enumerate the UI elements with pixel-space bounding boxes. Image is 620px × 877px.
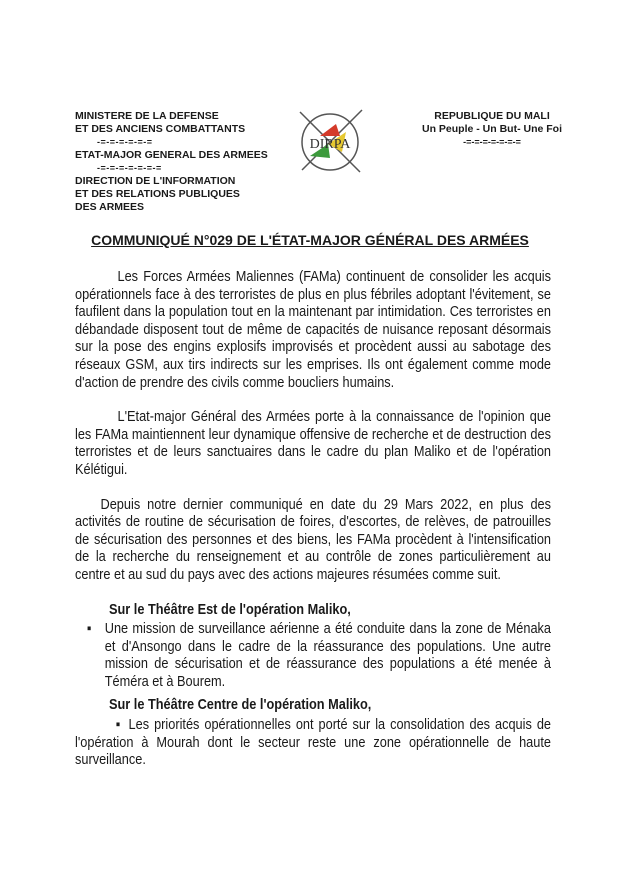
dirpa-logo <box>290 100 370 180</box>
separator: -=-=-=-=-=-=-= <box>463 137 521 147</box>
communique-title: COMMUNIQUÉ N°029 DE L'ÉTAT-MAJOR GÉNÉRAL DES ARMÉES <box>91 232 529 248</box>
paragraph: L'Etat-major Général des Armées porte à la connaissance de l'opinion que les FAMa maintiennent leur dynamique offensive de recherche et de destruction des terroristes et de leurs sanctuaires dans le cadre du plan Maliko et de l'opération Kélétigui. <box>75 408 551 478</box>
svg-text:DIRPA: DIRPA <box>309 137 351 152</box>
ministry-line: DIRECTION DE L'INFORMATION <box>75 175 236 187</box>
republic-header <box>422 110 562 149</box>
paragraph: Depuis notre dernier communiqué en date du 29 Mars 2022, en plus des activités de routine de sécurisation de foires, d'escortes, de relèves, de patrouilles de sécurisation des personnes et des biens, les FAMa procèdent à l'intensification de la recherche du renseignement et au contrôle de zones particulièrement au centre et au sud du pays avec des actions majeures résumées comme suit. <box>75 495 551 583</box>
motto: Un Peuple - Un But- Une Foi <box>422 123 562 135</box>
republic-name: REPUBLIQUE DU MALI <box>434 110 550 122</box>
ministry-header <box>75 110 268 214</box>
bullet-text: Une mission de surveillance aérienne a été conduite dans la zone de Ménaka et d'Ansongo dans le cadre de la réassurance des populations. Une autre mission de sécurisation et de réassurance des populations a été menée à Téméra et à Bourem. <box>104 620 551 690</box>
bullet-icon: ▪ <box>115 716 122 734</box>
ministry-line: ET DES RELATIONS PUBLIQUES <box>75 188 240 200</box>
bullet-icon: ▪ <box>86 620 92 638</box>
ministry-line: DES ARMEES <box>75 201 145 213</box>
bullet-item <box>75 716 551 769</box>
ministry-line: MINISTERE DE LA DEFENSE <box>75 110 219 122</box>
section-heading: Sur le Théâtre Est de l'opération Maliko, <box>109 600 351 618</box>
section-heading: Sur le Théâtre Centre de l'opération Maliko, <box>109 696 372 714</box>
separator: -=-=-=-=-=-= <box>97 137 153 147</box>
bullet-item <box>75 620 551 690</box>
ministry-line: ET DES ANCIENS COMBATTANTS <box>75 123 246 135</box>
communique-body <box>75 268 551 786</box>
bullet-text: Les priorités opérationnelles ont porté sur la consolidation des acquis de l'opération à Mourah dont le secteur reste une zone opérationnelle de haute surveillance. <box>75 716 552 769</box>
ministry-line: ETAT-MAJOR GENERAL DES ARMEES <box>75 149 268 161</box>
separator: -=-=-=-=-=-=-= <box>97 163 162 173</box>
paragraph: Les Forces Armées Maliennes (FAMa) continuent de consolider les acquis opérationnels face à des terroristes de plus en plus fébriles adoptant l'évitement, se faufilent dans la population tout en la maintenant par intimidation. Ces terroristes en débandade disposent tout de même de capacités de nuisance reposant désormais sur la pose des engins explosifs improvisés et procèdent aussi au sabotage des réseaux GSM, aux tirs indirects sur les emprises. Ils ont également comme mode d'action de prendre des civils comme boucliers humains. <box>75 268 551 391</box>
